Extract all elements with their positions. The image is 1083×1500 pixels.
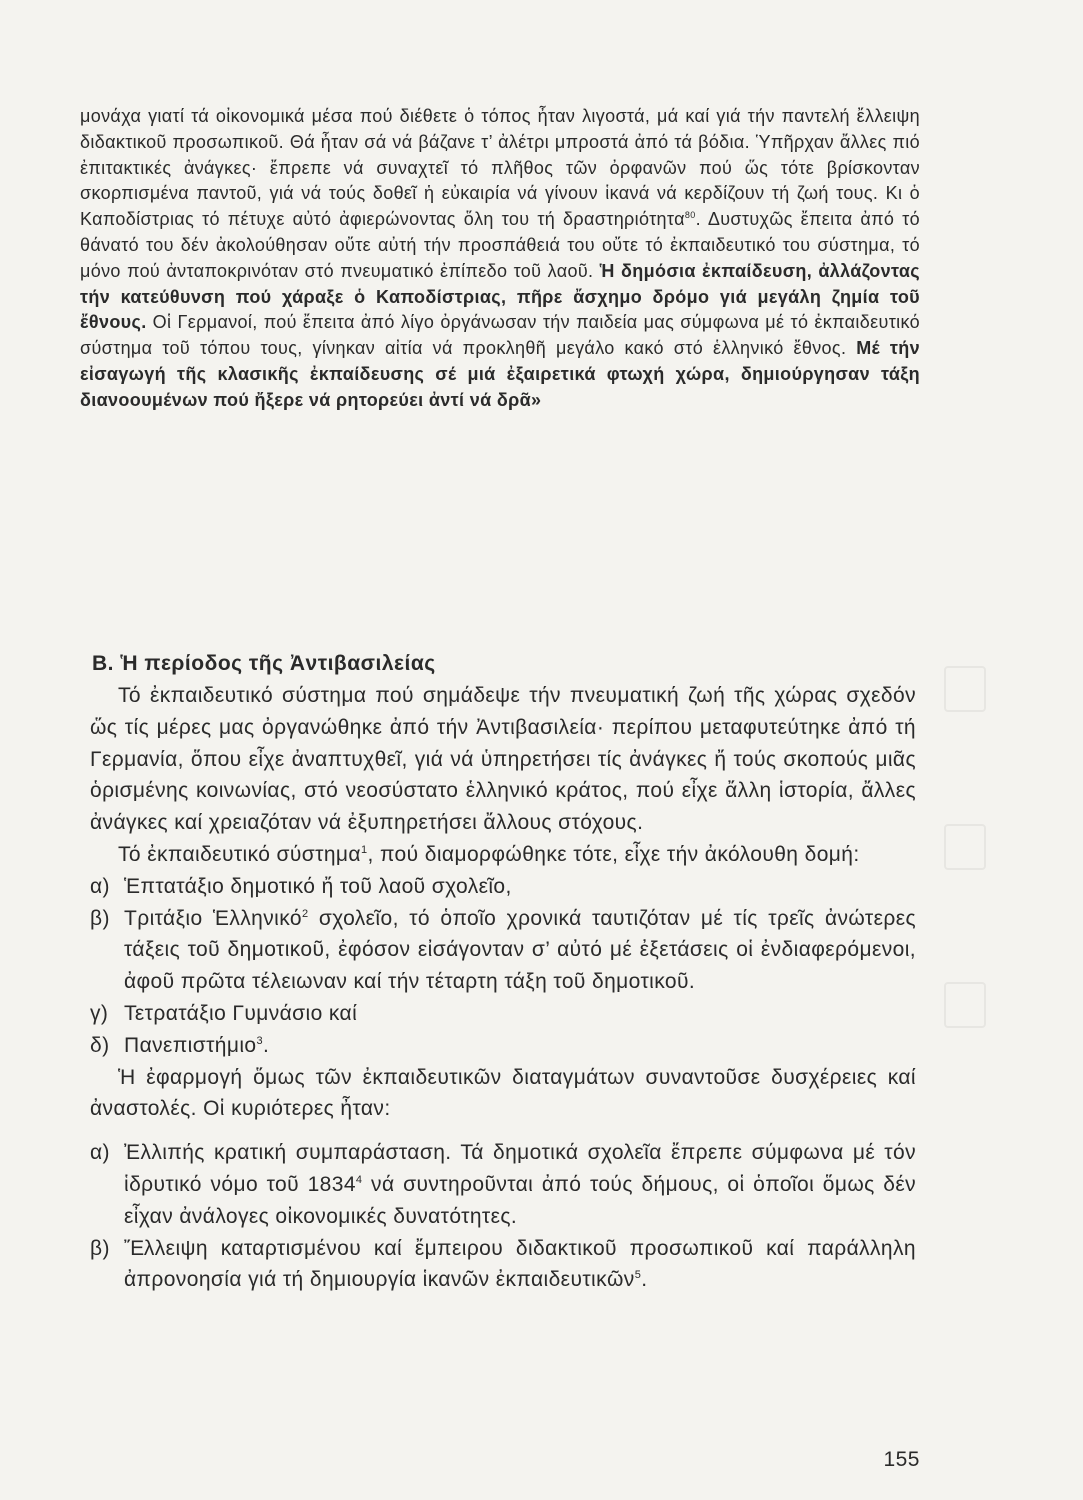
list-text — [124, 1137, 916, 1232]
list-marker: δ) — [90, 1033, 110, 1057]
footnote-ref: 5 — [634, 1269, 642, 1282]
text-run: . — [263, 1033, 270, 1057]
list-marker: β) — [90, 1236, 110, 1260]
text-run: μονάχα γιατί τά οἰκονομικά μέσα πού διέθετε ὁ τόπος ἦταν λιγοστά, μά καί γιά τήν παντελή ἔλλειψη διδακτικοῦ προσωπικοῦ. Θά ἦταν σά νά βάζανε τ’ ἀλέτρι μπροστά ἀπό τά βόδια. Ὑπῆρχαν ἄλλες πιό ἐπιτακτικές ἀνάγκες· ἔπρεπε νά συναχτεῖ τό πλῆθος τῶν ὀρφανῶν πού ὥς τότε βρίσκονταν σκορπισμένα παντοῦ, γιά νά τούς δοθεῖ ἡ εὐκαιρία νά γίνουν ἱκανά νά κερδίζουν τή ζωή τους. Κι ὁ Καποδίστριας τό πέτυχε αὐτό ἀφιερώνοντας ὅλη του τή δραστηριότητα — [80, 106, 920, 230]
list-item — [90, 998, 916, 1030]
text-run: νά συντηροῦνται ἀπό τούς δήμους, οἱ ὁποῖοι ὅμως δέν εἶχαν ἀνάλογες οἰκονομικές δυνατότητες. — [124, 1172, 916, 1228]
list-text: Τετρατάξιο Γυμνάσιο καί — [124, 1001, 358, 1025]
paragraph — [90, 839, 916, 871]
list-marker: β) — [90, 906, 110, 930]
footnote-ref: 3 — [256, 1034, 264, 1047]
footnote-ref: 80 — [684, 210, 696, 221]
text-run: Ἐλλιπής κρατική συμπαράσταση. Τά δημοτικά σχολεῖα ἔπρεπε σύμφωνα μέ τόν ἱδρυτικό νόμο τοῦ 1834 — [124, 1141, 916, 1196]
list-text: Ἑπτατάξιο δημοτικό ἤ τοῦ λαοῦ σχολεῖο, — [124, 874, 512, 898]
text-run: . Δυστυχῶς ἔπειτα ἀπό τό θάνατό του δέν ἀκολούθησαν οὔτε αὐτή τήν προσπάθειά του οὔτε τό ἐκπαιδευτικό του σύστημα, τό μόνο πού ἀνταποκρινόταν στό πνευματικό ἐπίπεδο τοῦ λαοῦ. — [80, 209, 920, 281]
spacer — [90, 1125, 916, 1137]
list-item — [90, 871, 916, 903]
list-text — [124, 1030, 916, 1062]
footnote-ref: 1 — [360, 843, 368, 856]
list-item — [90, 1030, 916, 1062]
list-text — [124, 1233, 916, 1297]
text-run: Τό ἐκπαιδευτικό σύστημα — [118, 842, 361, 866]
list-marker: α) — [90, 874, 110, 898]
paragraph: Ἡ ἐφαρμογή ὅμως τῶν ἐκπαιδευτικῶν διαταγμάτων συναντοῦσε δυσχέρειες καί ἀναστολές. Οἱ κυριότερες ἦταν: — [90, 1065, 916, 1121]
text-run: Οἱ Γερμανοί, πού ἔπειτα ἀπό λίγο ὀργάνωσαν τήν παιδεία μας σύμφωνα μέ τό ἐκπαιδευτικό σύστημα τοῦ τόπου τους, γίνηκαν αἰτία νά προκληθῆ μεγάλο κακό στό ἑλληνικό ἔθνος. — [80, 312, 920, 359]
text-run: σχολεῖο, τό ὁποῖο χρονικά ταυτιζόταν μέ τίς τρεῖς ἀνώτερες τάξεις τοῦ δημοτικοῦ, ἐφόσον εἰσάγονταν σ’ αὐτό μέ ἐξετάσεις οἱ ἐνδιαφερόμενοι, ἀφοῦ πρῶτα τέλειωναν καί τήν τέταρτη τάξη τοῦ δημοτικοῦ. — [124, 906, 916, 994]
list-marker: γ) — [90, 1001, 109, 1025]
list-item — [90, 1233, 916, 1297]
footnote-ref: 4 — [355, 1173, 363, 1186]
text-run: Τριτάξιο Ἑλληνικό — [124, 906, 302, 930]
page-number: 155 — [883, 1448, 920, 1471]
list-marker: α) — [90, 1141, 110, 1165]
bold-quote: Μέ τήν εἰσαγωγή τῆς κλασικῆς ἐκπαίδευσης σέ μιά ἐξαιρετικά φτωχή χώρα, δημιούργησαν τάξη διανοουμένων πού ἤξερε νά ρητορεύει ἀντί νά δρᾶ» — [80, 338, 920, 410]
list-text — [124, 903, 916, 998]
list-item — [90, 1137, 916, 1232]
section-b-body — [90, 680, 916, 1296]
section-b-heading: Β. Ἡ περίοδος τῆς Ἀντιβασιλείας — [92, 652, 436, 675]
list-item — [90, 903, 916, 998]
bleed-through-mark — [944, 666, 986, 712]
text-run: , πού διαμορφώθηκε τότε, εἶχε τήν ἀκόλουθη δομή: — [367, 842, 860, 866]
text-run: Ἔλλειψη καταρτισμένου καί ἔμπειρου διδακτικοῦ προσωπικοῦ καί παράλληλη ἀπρονοησία γιά τή δημιουργία ἱκανῶν ἐκπαιδευτικῶν — [124, 1236, 916, 1292]
bold-quote: Ἡ δημόσια ἐκπαίδευση, ἀλλάζοντας τήν κατεύθυνση πού χάραξε ὁ Καποδίστριας, πῆρε ἄσχημο δρόμο γιά μεγάλη ζημία τοῦ ἔθνους. — [80, 260, 921, 333]
paragraph: Τό ἐκπαιδευτικό σύστημα πού σημάδεψε τήν πνευματική ζωή τῆς χώρας σχεδόν ὥς τίς μέρες μας ὀργανώθηκε ἀπό τήν Ἀντιβασιλεία· περίπου μεταφυτεύτηκε ἀπό τή Γερμανία, ὅπου εἶχε ἀναπτυχθεῖ, γιά νά ὑπηρετήσει τίς ἀνάγκες ἤ τούς σκοπούς μιᾶς ὁρισμένης κοινωνίας, στό νεοσύστατο ἑλληνικό κράτος, πού εἶχε ἄλλη ἱστορία, ἄλλες ἀνάγκες καί χρειαζόταν νά ἐξυπηρετήσει ἄλλους στόχους. — [90, 684, 916, 835]
footnote-ref: 2 — [301, 907, 309, 920]
bleed-through-mark — [944, 824, 986, 870]
text-run: . — [641, 1268, 648, 1292]
section-a-paragraph — [80, 104, 920, 414]
bleed-through-mark — [944, 982, 986, 1028]
text-run: Πανεπιστήμιο — [124, 1033, 257, 1057]
